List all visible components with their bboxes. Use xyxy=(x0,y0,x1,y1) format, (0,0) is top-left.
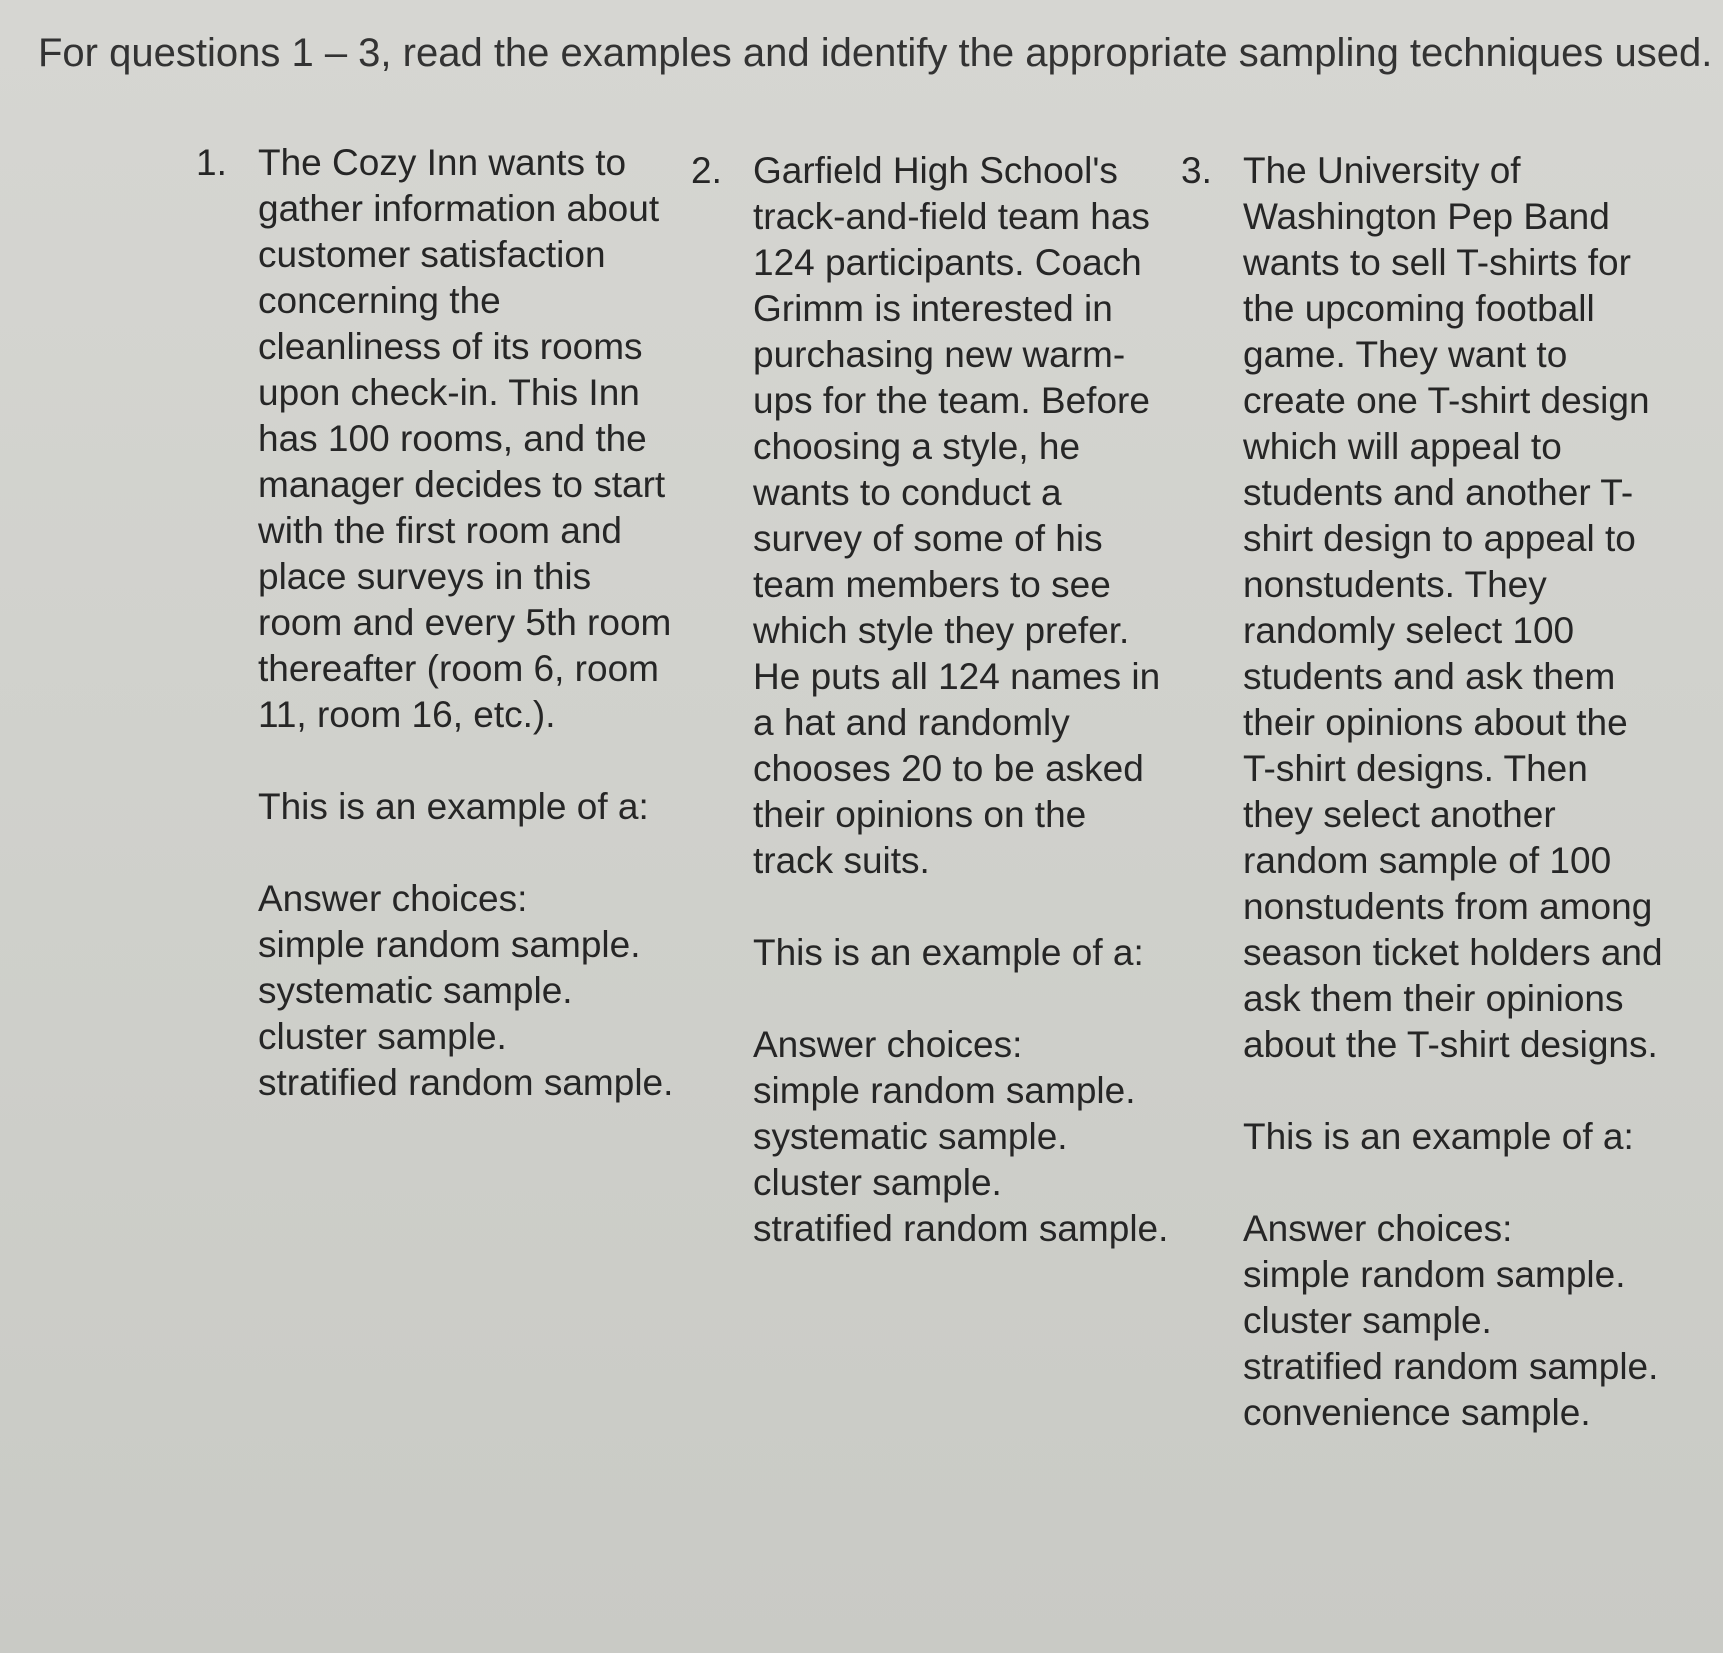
instructions-text: For questions 1 – 3, read the examples and identify the appropriate sampling techniques used. xyxy=(38,31,1713,75)
question-text: The Cozy Inn wants to gather information about customer satisfaction concerning the cleanliness of its rooms upon check-in. This Inn has 100 rooms, and the manager decides to start with the first room and place surveys in this room and every 5th room thereafter (room 6, room 11, room 16, etc.). xyxy=(258,142,672,735)
answer-choice: cluster sample. xyxy=(753,1162,1002,1203)
answer-choices-heading: Answer choices: xyxy=(1243,1208,1513,1249)
question-prompt: This is an example of a: xyxy=(258,786,649,827)
answer-choices-list xyxy=(258,922,678,1106)
question-text: The University of Washington Pep Band wants to sell T-shirts for the upcoming football game. They want to create one T-shirt design which will appeal to students and another T-shirt design to appeal to nonstudents. They randomly select 100 students and ask them their opinions about the T-shirt designs. Then they select another random sample of 100 nonstudents from among season ticket holders and ask them their opinions about the T-shirt designs. xyxy=(1243,150,1663,1065)
answer-choice: cluster sample. xyxy=(258,1016,507,1057)
answer-choices-heading: Answer choices: xyxy=(753,1024,1023,1065)
answer-choices-list xyxy=(1243,1252,1663,1436)
answer-choice: stratified random sample. xyxy=(1243,1346,1659,1387)
answer-choice: stratified random sample. xyxy=(753,1208,1169,1249)
question-text: Garfield High School's track-and-field team has 124 participants. Coach Grimm is interested in purchasing new warm-ups for the team. Before choosing a style, he wants to conduct a survey of some of his team members to see which style they prefer. He puts all 124 names in a hat and randomly chooses 20 to be asked their opinions on the track suits. xyxy=(753,150,1161,881)
answer-choice: simple random sample. xyxy=(258,924,641,965)
answer-choice: simple random sample. xyxy=(753,1070,1136,1111)
question-prompt: This is an example of a: xyxy=(1243,1116,1634,1157)
answer-choice: convenience sample. xyxy=(1243,1392,1591,1433)
answer-choice: systematic sample. xyxy=(753,1116,1068,1157)
question-number: 2. xyxy=(691,150,722,191)
answer-choice: simple random sample. xyxy=(1243,1254,1626,1295)
question-3 xyxy=(1181,148,1663,1436)
answer-choice: stratified random sample. xyxy=(258,1062,674,1103)
question-number: 3. xyxy=(1181,150,1212,191)
question-prompt: This is an example of a: xyxy=(753,932,1144,973)
answer-choices-list xyxy=(753,1068,1173,1252)
answer-choice: cluster sample. xyxy=(1243,1300,1492,1341)
question-2 xyxy=(691,148,1173,1252)
question-1 xyxy=(196,140,678,1106)
answer-choices-heading: Answer choices: xyxy=(258,878,528,919)
answer-choice: systematic sample. xyxy=(258,970,573,1011)
question-number: 1. xyxy=(196,142,227,183)
